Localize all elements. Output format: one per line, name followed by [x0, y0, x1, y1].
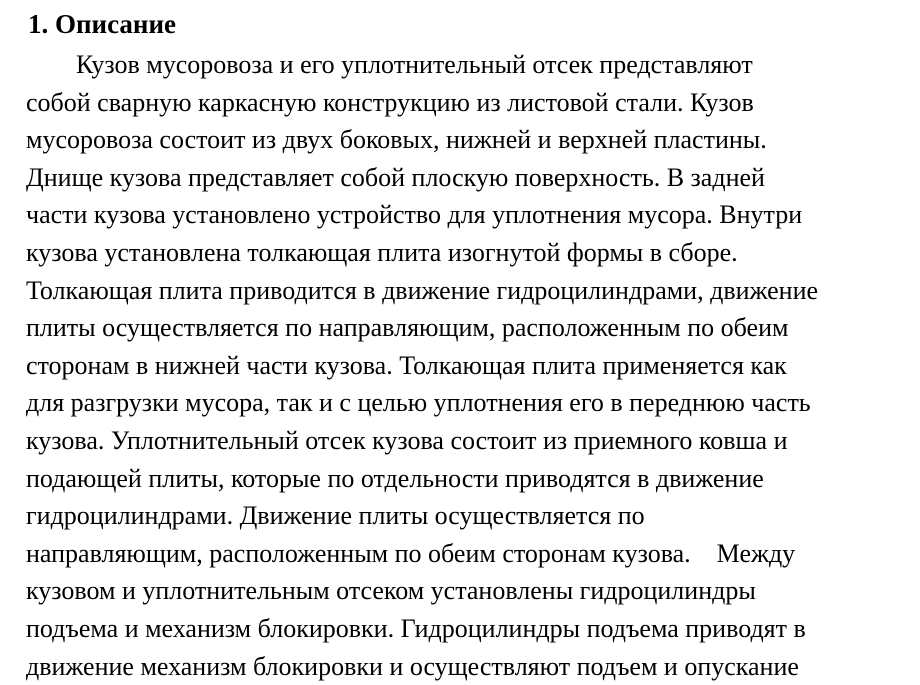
text-line: Днище кузова представляет собой плоскую поверхность. В задней [26, 159, 890, 197]
text-line: собой сварную каркасную конструкцию из листовой стали. Кузов [26, 84, 890, 122]
text-line: плиты осуществляется по направляющим, расположенным по обеим [26, 309, 890, 347]
section-heading: 1. Описание [28, 8, 890, 41]
text-line: сторонам в нижней части кузова. Толкающая плита применяется как [26, 347, 890, 385]
text-line: гидроцилиндрами. Движение плиты осуществляется по [26, 497, 890, 535]
text-line: Толкающая плита приводится в движение гидроцилиндрами, движение [26, 272, 890, 310]
text-line: части кузова установлено устройство для уплотнения мусора. Внутри [26, 196, 890, 234]
text-line: движение механизм блокировки и осуществляют подъем и опускание [26, 648, 890, 685]
text-line: подъема и механизм блокировки. Гидроцилиндры подъема приводят в [26, 610, 890, 648]
text-line: для разгрузки мусора, так и с целью уплотнения его в переднюю часть [26, 384, 890, 422]
text-line: подающей плиты, которые по отдельности приводятся в движение [26, 460, 890, 498]
text-line: кузова. Уплотнительный отсек кузова состоит из приемного ковша и [26, 422, 890, 460]
text-line: мусоровоза состоит из двух боковых, нижней и верхней пластины. [26, 121, 890, 159]
text-line: кузовом и уплотнительным отсеком установлены гидроцилиндры [26, 572, 890, 610]
text-line: Кузов мусоровоза и его уплотнительный отсек представляют [26, 46, 890, 84]
paragraph [26, 46, 890, 685]
text-line: кузова установлена толкающая плита изогнутой формы в сборе. [26, 234, 890, 272]
text-line: направляющим, расположенным по обеим сторонам кузова. Между [26, 535, 890, 573]
